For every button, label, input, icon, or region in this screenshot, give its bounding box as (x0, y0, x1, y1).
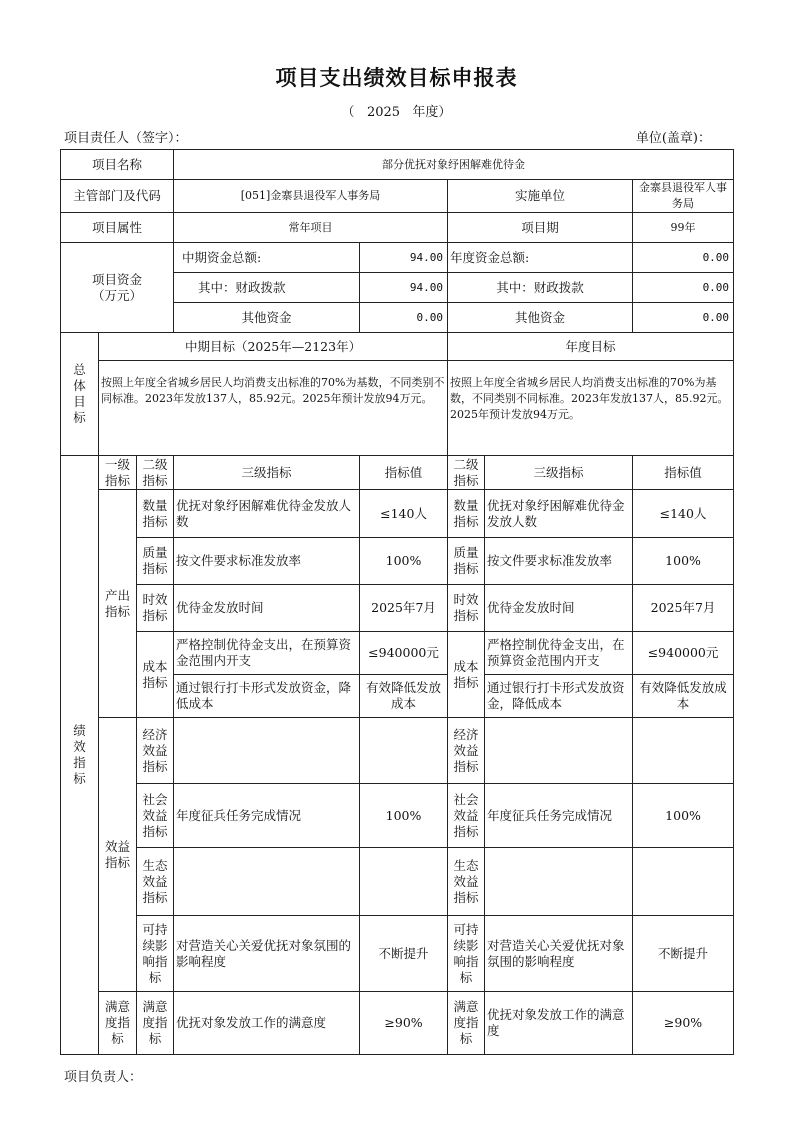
project-period-value: 99年 (633, 213, 734, 243)
cost2-text-year: 通过银行打卡形式发放资金，降低成本 (485, 675, 633, 718)
cost-label: 成本指标 (137, 632, 174, 718)
timeliness-label: 时效指标 (137, 585, 174, 632)
project-attr-label: 项目属性 (61, 213, 174, 243)
cost2-text: 通过银行打卡形式发放资金，降低成本 (174, 675, 360, 718)
quantity-year-value: ≤140人 (633, 490, 734, 538)
sustainable-label: 可持续影响指标 (137, 916, 174, 992)
year-line: （ 2025 年度） (341, 105, 452, 120)
cost1-text: 严格控制优待金支出，在预算资金范围内开支 (174, 632, 360, 675)
timeliness-year-value: 2025年7月 (633, 585, 734, 632)
mid-goal-header: 中期目标（2025年—2123年） (99, 333, 448, 361)
mid-total-label: 中期资金总额: (174, 243, 360, 273)
social-label-year: 社会效益指标 (448, 784, 485, 848)
mid-other-label: 其他资金 (174, 303, 360, 333)
project-name-label: 项目名称 (61, 150, 174, 180)
ecological-text-year (485, 848, 633, 916)
cost1-year-value: ≤940000元 (633, 632, 734, 675)
satisfaction-text-year: 优抚对象发放工作的满意度 (485, 992, 633, 1055)
mid-fiscal-value: 94.00 (360, 273, 448, 303)
value-header: 指标值 (360, 456, 448, 490)
level3-header: 三级指标 (174, 456, 360, 490)
quantity-text: 优抚对象纾困解难优待金发放人数 (174, 490, 360, 538)
satisfaction-label-year: 满意度指标 (448, 992, 485, 1055)
ecological-year-value (633, 848, 734, 916)
cost2-year-value: 有效降低发放成本 (633, 675, 734, 718)
mid-fiscal-label: 其中：财政拨款 (174, 273, 360, 303)
quality-label: 质量指标 (137, 538, 174, 585)
economic-text (174, 718, 360, 784)
ecological-label-year: 生态效益指标 (448, 848, 485, 916)
social-text: 年度征兵任务完成情况 (174, 784, 360, 848)
social-year-value: 100% (633, 784, 734, 848)
economic-mid-value (360, 718, 448, 784)
ecological-text (174, 848, 360, 916)
mid-other-value: 0.00 (360, 303, 448, 333)
output-indicator-label: 产出指标 (99, 490, 137, 718)
year-goal-text: 按照上年度全省城乡居民人均消费支出标准的70%为基数，不同类别不同标准。2023年发放137人，85.92元。2025年预计发放94万元。 (448, 361, 734, 456)
page-title: 项目支出绩效目标申报表 (275, 65, 518, 90)
sustainable-year-value: 不断提升 (633, 916, 734, 992)
project-attr-value: 常年项目 (174, 213, 448, 243)
level2-header-year: 二级指标 (448, 456, 485, 490)
funds-label: 项目资金（万元） (61, 243, 174, 333)
project-period-label: 项目期 (448, 213, 633, 243)
quantity-text-year: 优抚对象纾困解难优待金发放人数 (485, 490, 633, 538)
satisfaction-year-value: ≥90% (633, 992, 734, 1055)
timeliness-mid-value: 2025年7月 (360, 585, 448, 632)
quantity-label-year: 数量指标 (448, 490, 485, 538)
social-label: 社会效益指标 (137, 784, 174, 848)
year-total-value: 0.00 (633, 243, 734, 273)
level1-header: 一级指标 (99, 456, 137, 490)
sustainable-label-year: 可持续影响指标 (448, 916, 485, 992)
timeliness-label-year: 时效指标 (448, 585, 485, 632)
project-leader-label: 项目负责人： (64, 1070, 143, 1085)
social-mid-value: 100% (360, 784, 448, 848)
satisfaction-level1-label: 满意度指标 (99, 992, 137, 1055)
quality-mid-value: 100% (360, 538, 448, 585)
quality-text: 按文件要求标准发放率 (174, 538, 360, 585)
quantity-label: 数量指标 (137, 490, 174, 538)
timeliness-text: 优待金发放时间 (174, 585, 360, 632)
performance-indicators-label: 绩效指标 (61, 456, 99, 1055)
quality-label-year: 质量指标 (448, 538, 485, 585)
dept-value: [051]金寨县退役军人事务局 (174, 180, 448, 213)
level3-header-year: 三级指标 (485, 456, 633, 490)
dept-label: 主管部门及代码 (61, 180, 174, 213)
satisfaction-label: 满意度指标 (137, 992, 174, 1055)
economic-label: 经济效益指标 (137, 718, 174, 784)
year-fiscal-label: 其中：财政拨款 (448, 273, 633, 303)
responsible-signature-label: 项目责任人（签字）： (64, 131, 188, 146)
year-total-label: 年度资金总额: (448, 243, 633, 273)
year-other-value: 0.00 (633, 303, 734, 333)
social-text-year: 年度征兵任务完成情况 (485, 784, 633, 848)
economic-year-value (633, 718, 734, 784)
effect-indicator-label: 效益指标 (99, 718, 137, 992)
year-other-label: 其他资金 (448, 303, 633, 333)
unit-seal-label: 单位(盖章)： (635, 131, 711, 146)
economic-label-year: 经济效益指标 (448, 718, 485, 784)
impl-unit-value: 金寨县退役军人事务局 (633, 180, 734, 213)
cost1-text-year: 严格控制优待金支出，在预算资金范围内开支 (485, 632, 633, 675)
ecological-mid-value (360, 848, 448, 916)
mid-goal-text: 按照上年度全省城乡居民人均消费支出标准的70%为基数，不同类别不同标准。2023年发放137人，85.92元。2025年预计发放94万元。 (99, 361, 448, 456)
sustainable-mid-value: 不断提升 (360, 916, 448, 992)
satisfaction-mid-value: ≥90% (360, 992, 448, 1055)
performance-goal-table (60, 149, 734, 1055)
sustainable-text: 对营造关心关爱优抚对象氛围的影响程度 (174, 916, 360, 992)
ecological-label: 生态效益指标 (137, 848, 174, 916)
quantity-mid-value: ≤140人 (360, 490, 448, 538)
satisfaction-text: 优抚对象发放工作的满意度 (174, 992, 360, 1055)
quality-text-year: 按文件要求标准发放率 (485, 538, 633, 585)
year-fiscal-value: 0.00 (633, 273, 734, 303)
quality-year-value: 100% (633, 538, 734, 585)
impl-unit-label: 实施单位 (448, 180, 633, 213)
mid-total-value: 94.00 (360, 243, 448, 273)
year-goal-header: 年度目标 (448, 333, 734, 361)
overall-goal-label: 总体目标 (61, 333, 99, 456)
cost2-mid-value: 有效降低发放成本 (360, 675, 448, 718)
level2-header: 二级指标 (137, 456, 174, 490)
cost1-mid-value: ≤940000元 (360, 632, 448, 675)
economic-text-year (485, 718, 633, 784)
sustainable-text-year: 对营造关心关爱优抚对象氛围的影响程度 (485, 916, 633, 992)
timeliness-text-year: 优待金发放时间 (485, 585, 633, 632)
cost-label-year: 成本指标 (448, 632, 485, 718)
value-header-year: 指标值 (633, 456, 734, 490)
project-name-value: 部分优抚对象纾困解难优待金 (174, 150, 734, 180)
